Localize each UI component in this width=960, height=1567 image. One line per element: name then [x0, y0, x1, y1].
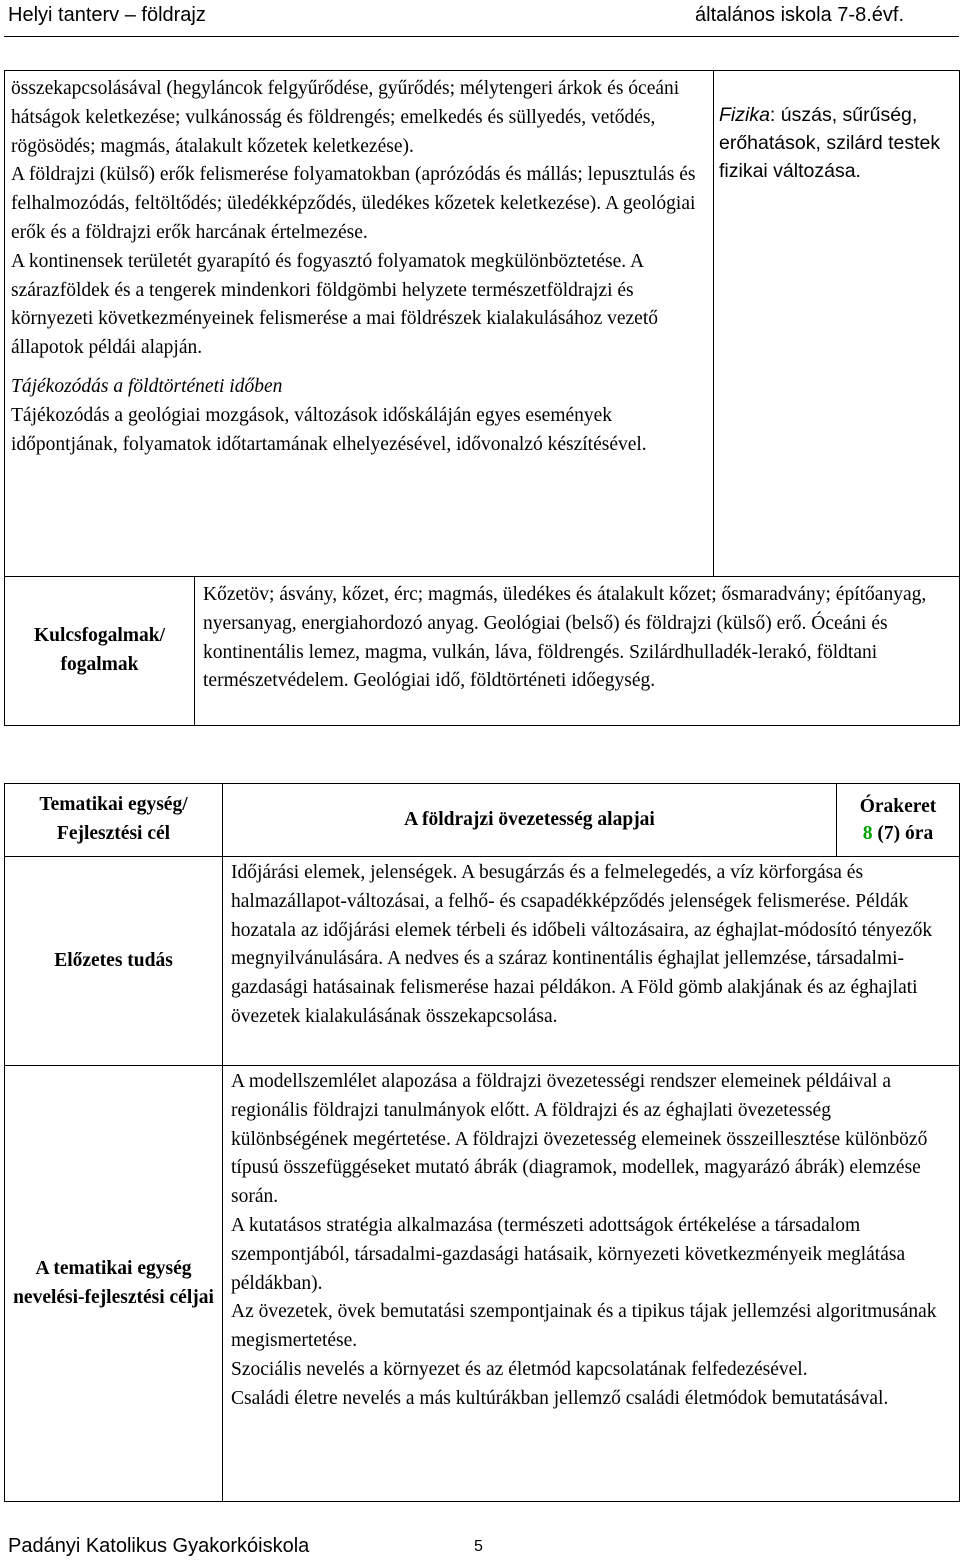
- header-document-title: Helyi tanterv – földrajz: [8, 4, 206, 26]
- cross-subject-name: Fizika: [719, 104, 770, 126]
- unit-header-row: [5, 784, 960, 857]
- goal-paragraph: Családi életre nevelés a más kultúrákban jellemző családi életmódok bemutatásával.: [231, 1387, 889, 1409]
- cross-curricular-cell: [714, 71, 960, 577]
- goals-label: A tematikai egység nevelési-fejlesztési céljai: [5, 1066, 223, 1502]
- content-paragraph: összekapcsolásával (hegyláncok felgyűrődése, gyűrődés; mélytengeri árkok és óceáni hátságok keletkezése; vulkánosság és földrengés; emelkedés és süllyedés, vetődés, rögösödés; magmás, átalakult kőzetek keletkezése).: [11, 78, 680, 157]
- cross-subject-text: : úszás, sűrűség, erőhatások, szilárd testek fizikai változása.: [719, 104, 941, 182]
- header-grade-level: általános iskola 7-8.évf.: [695, 4, 905, 26]
- prior-knowledge-text: Időjárási elemek, jelenségek. A besugárzás és a felmelegedés, a víz körforgása és halmazállapot-változásai, a felhő- és csapadékképződés jelenségek felismerése. Példák hozatala az időjárási elemek térbeli és időbeli változásaira, az éghajlat-módosító tényezők megnyilvánulására. A nedves és a száraz kontinentális éghajlat jellemzése, társadalmi-gazdasági hatásainak felismerése hazai példákon. A Föld gömb alakjának és az éghajlati övezetek kialakulásának összekapcsolása.: [223, 857, 960, 1066]
- content-subheading: Tájékozódás a földtörténeti időben: [11, 375, 283, 397]
- hours-value: [844, 820, 952, 847]
- thematic-unit-table: [4, 783, 960, 1502]
- unit-label: Tematikai egység/ Fejlesztési cél: [5, 784, 223, 857]
- goal-paragraph: A kutatásos stratégia alkalmazása (természeti adottságok értékelése a társadalom szempontjából, társadalmi-gazdasági hatásaik, környezeti következményeik meglátása példákban).: [231, 1214, 906, 1294]
- footer-school-name: Padányi Katolikus Gyakorkóiskola: [8, 1535, 310, 1557]
- keywords-label: Kulcsfogalmak/ fogalmak: [5, 577, 195, 726]
- hours-primary: 8: [862, 823, 873, 844]
- content-paragraph: Tájékozódás a geológiai mozgások, változások időskáláján egyes események időpontjának, folyamatok időtartamának elhelyezésével, idővonalzó készítésével.: [11, 404, 647, 455]
- keywords-row: [5, 577, 960, 726]
- content-table-continued: [4, 70, 960, 726]
- goals-cell: [223, 1066, 960, 1502]
- page-number: 5: [474, 1538, 483, 1555]
- header-rule: [4, 36, 959, 37]
- content-main-cell: [5, 71, 714, 577]
- content-paragraph: A földrajzi (külső) erők felismerése folyamatokban (aprózódás és mállás; lepusztulás és felhalmozódás, feltöltődés; üledékképződés, üledékes kőzetek keletkezése). A geológiai erők és a földrajzi erők harcának értelmezése.: [11, 164, 696, 243]
- prior-knowledge-label: Előzetes tudás: [5, 857, 223, 1066]
- prior-knowledge-row: [5, 857, 960, 1066]
- hours-label: Órakeret: [859, 796, 937, 817]
- hours-cell: [837, 784, 960, 857]
- goal-paragraph: A modellszemlélet alapozása a földrajzi övezetességi rendszer elemeinek példáival a regionális földrajzi tanulmányok előtt. A földrajzi és az éghajlati övezetesség különbségének megértetése. A földrajzi övezetesség elemeinek összeillesztése különböző típusú összefüggéseket mutató ábrák (diagramok, modellek, magyarázó ábrák) elemzése során.: [231, 1071, 928, 1208]
- unit-title: A földrajzi övezetesség alapjai: [223, 784, 837, 857]
- goal-paragraph: Szociális nevelés a környezet és az életmód kapcsolatának felfedezésével.: [231, 1358, 808, 1380]
- goals-row: [5, 1066, 960, 1502]
- content-paragraph: A kontinensek területét gyarapító és fogyasztó folyamatok megkülönböztetése. A szárazföldek és a tengerek mindenkori földgömbi helyzete természetföldrajzi és környezeti következményeinek felismerése a mai földrészek kialakulásához vezető állapotok példái alapján.: [11, 250, 658, 359]
- hours-alternate: (7) óra: [877, 823, 934, 844]
- content-row: [5, 71, 960, 577]
- goal-paragraph: Az övezetek, övek bemutatási szempontjainak és a tipikus tájak jellemzési algoritmusának megismertetése.: [231, 1301, 937, 1352]
- keywords-text: Kőzetöv; ásvány, kőzet, érc; magmás, üledékes és átalakult kőzet; ősmaradvány; építőanyag, nyersanyag, energiahordozó anyag. Geológiai (belső) és földrajzi (külső) erő. Óceáni és kontinentális lemez, magma, vulkán, láva, földrengés. Szilárdhulladék-lerakó, földtani természetvédelem. Geológiai idő, földtörténeti időegység.: [195, 577, 960, 726]
